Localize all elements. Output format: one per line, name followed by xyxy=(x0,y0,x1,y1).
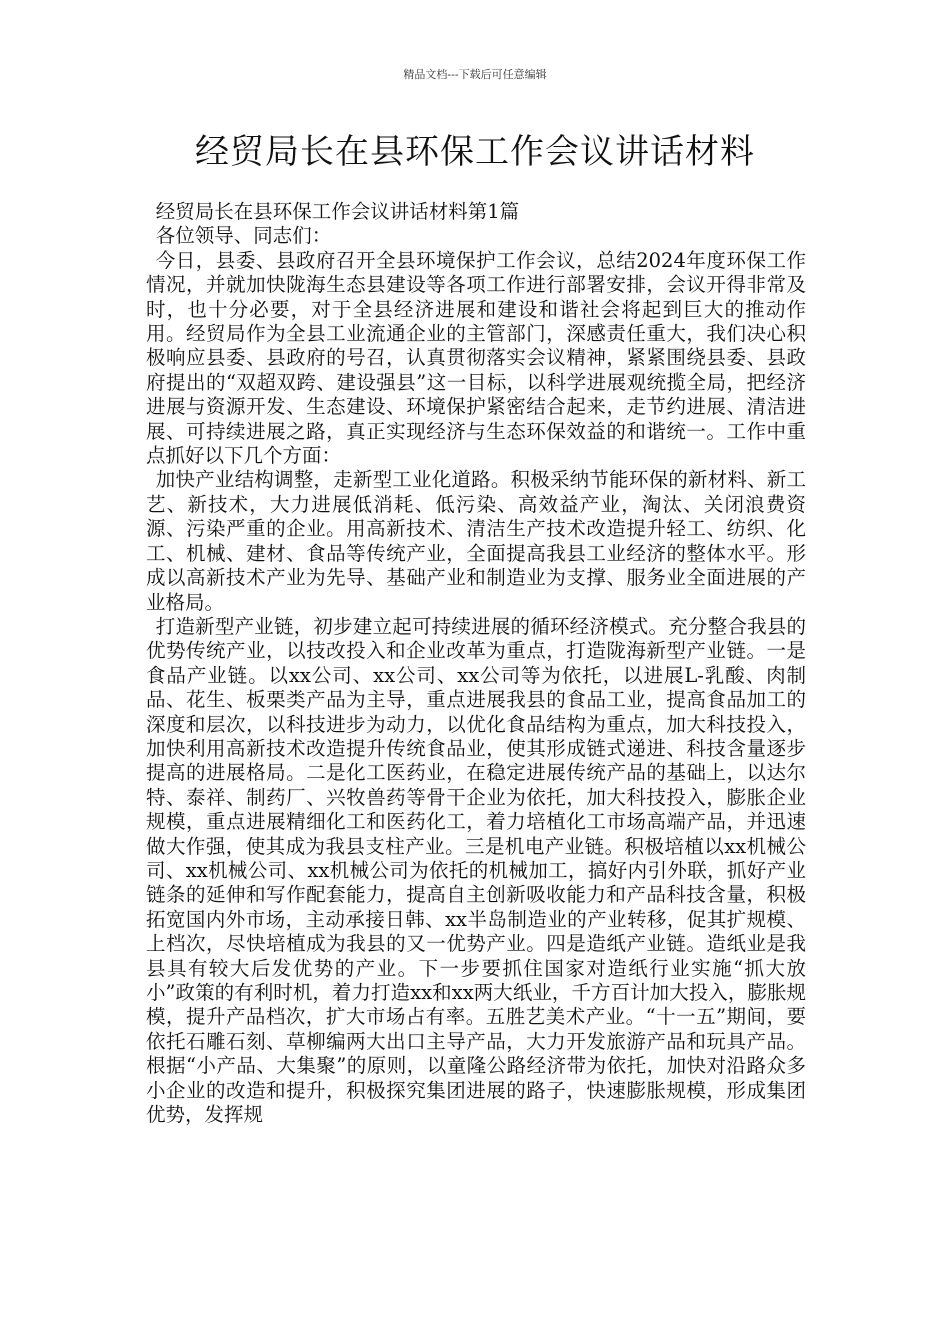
body-paragraph: 加快产业结构调整，走新型工业化道路。积极采纳节能环保的新材料、新工艺、新技术，大力进展低消耗、低污染、高效益产业，淘汰、关闭浪费资源、污染严重的企业。用高新技术、清洁生产技术改造提升轻工、纺织、化工、机械、建材、食品等传统产业，全面提高我县工业经济的整体水平。形成以高新技术产业为先导、基础产业和制造业为支撑、服务业全面进展的产业格局。 xyxy=(146,468,806,614)
salutation: 各位领导、同志们： xyxy=(155,224,332,248)
document-body xyxy=(146,200,806,1127)
body-paragraph: 打造新型产业链，初步建立起可持续进展的循环经济模式。充分整合我县的优势传统产业，以技改投入和企业改革为重点，打造陇海新型产业链。一是食品产业链。以xx公司、xx公司、xx公司等为依托，以进展L-乳酸、肉制品、花生、板栗类产品为主导，重点进展我县的食品工业，提高食品加工的深度和层次，以科技进步为动力，以优化食品结构为重点，加大科技投入，加快利用高新技术改造提升传统食品业，使其形成链式递进、科技含量逐步提高的进展格局。二是化工医药业，在稳定进展传统产品的基础上，以达尔特、泰祥、制药厂、兴牧兽药等骨干企业为依托，加大科技投入，膨胀企业规模，重点进展精细化工和医药化工，着力培植化工市场高端产品，并迅速做大作强，使其成为我县支柱产业。三是机电产业链。积极培植以xx机械公司、xx机械公司、xx机械公司为依托的机械加工，搞好内引外联，抓好产业链条的延伸和写作配套能力，提高自主创新吸收能力和产品科技含量，积极拓宽国内外市场，主动承接日韩、xx半岛制造业的产业转移，促其扩规模、上档次，尽快培植成为我县的又一优势产业。四是造纸产业链。造纸业是我县具有较大后发优势的产业。下一步要抓住国家对造纸行业实施“抓大放小”政策的有利时机，着力打造xx和xx两大纸业，千方百计加大投入，膨胀规模，提升产品档次，扩大市场占有率。五胜艺美术产业。“十一五”期间，要依托石雕石刻、草柳编两大出口主导产品，大力开发旅游产品和玩具产品。根据“小产品、大集聚”的原则，以童隆公路经济带为依托，加快对沿路众多小企业的改造和提升，积极探究集团进展的路子，快速膨胀规模，形成集团优势，发挥规 xyxy=(146,614,806,1127)
document-title: 经贸局长在县环保工作会议讲话材料 xyxy=(195,132,755,172)
header-note: 精品文档---下载后可任意编辑 xyxy=(403,68,547,81)
section-heading: 经贸局长在县环保工作会议讲话材料第1篇 xyxy=(155,200,520,223)
body-paragraph: 今日，县委、县政府召开全县环境保护工作会议，总结2024年度环保工作情况，并就加快陇海生态县建设等各项工作进行部署安排，会议开得非常及时，也十分必要，对于全县经济进展和建设和谐社会将起到巨大的推动作用。经贸局作为全县工业流通企业的主管部门，深感责任重大，我们决心积极响应县委、县政府的号召，认真贯彻落实会议精神，紧紧围绕县委、县政府提出的“双超双跨、建设强县”这一目标，以科学进展观统揽全局，把经济进展与资源开发、生态建设、环境保护紧密结合起来，走节约进展、清洁进展、可持续进展之路，真正实现经济与生态环保效益的和谐统一。工作中重点抓好以下几个方面： xyxy=(146,248,806,468)
